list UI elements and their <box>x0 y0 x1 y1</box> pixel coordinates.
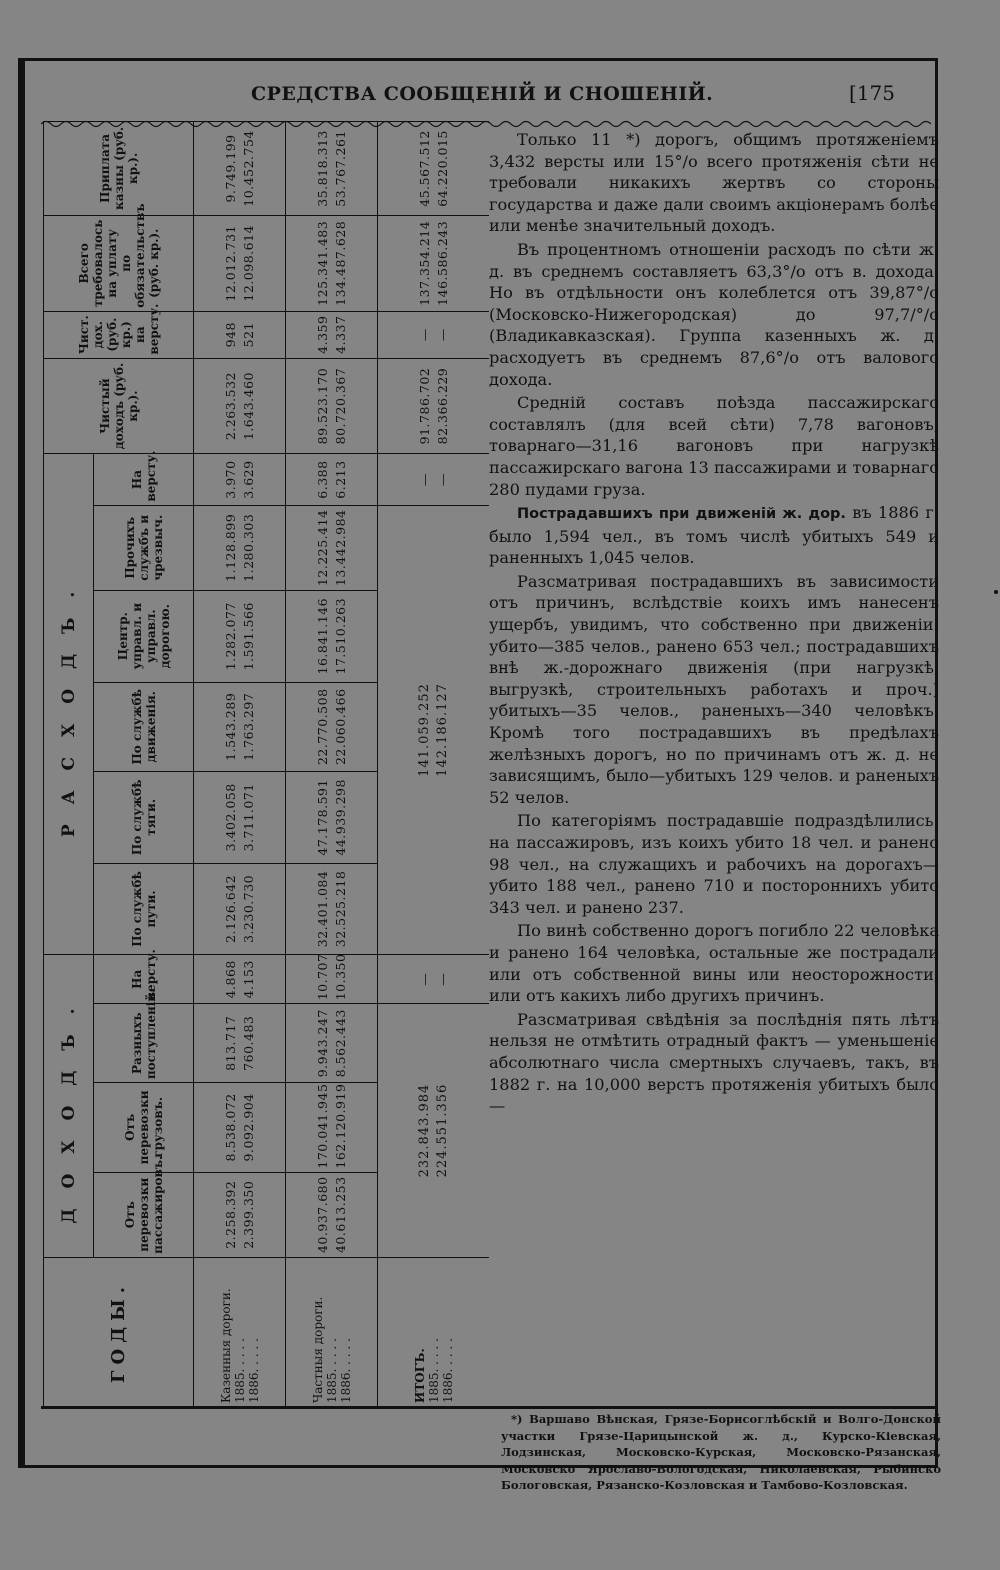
cell: 16.841.146 17.510.263 <box>286 590 378 682</box>
cell: 10.707 10.350 <box>286 955 378 1004</box>
statistics-table-region <box>43 121 489 1407</box>
page <box>18 58 941 1492</box>
left-border <box>21 61 25 1465</box>
paragraph: По винѣ собственно дорогъ погибло 22 человѣка и ранено 164 человѣка, остальные же пострадали или отъ собственной вины или неосторожности, или отъ какихъ либо другихъ причинъ. <box>489 921 939 1006</box>
cell: 47.178.591 44.939.298 <box>286 772 378 864</box>
owed-header: Всего требовалось на уплату по обязательствъ (руб. кр.). <box>44 215 194 311</box>
col-income-per-verst: На версту. <box>94 955 194 1004</box>
cell: 9.943.247 8.562.443 <box>286 1004 378 1083</box>
cell: 1.282.077 1.591.566 <box>194 590 286 682</box>
cell: 2.126.642 3.230.730 <box>194 863 286 955</box>
col-goods-income: Отъ перевозки грузовъ. <box>94 1083 194 1172</box>
paragraph: Пострадавшихъ при движеній ж. дор. въ 1886 г. было 1,594 чел., въ томъ числѣ убитыхъ 549 и раненныхъ 1,045 челов. <box>489 503 939 568</box>
paragraph: Только 11 *) дорогъ, общимъ протяженіемъ 3,432 версты или 15°/о всего протяженія сѣти не требовали никакихъ жертвъ со стороны государства и даже дали своимъ акціонерамъ болѣе или менѣе значительный доходъ. <box>489 130 939 236</box>
expense-header: РАСХОДЪ. <box>44 454 94 955</box>
col-other-services: Прочихъ службъ и чрезвыч. <box>94 505 194 590</box>
col-misc-income: Разныхъ поступленій. <box>94 1004 194 1083</box>
cell: 40.937.680 40.613.253 <box>286 1172 378 1257</box>
col-expense-per-verst: На версту. <box>94 454 194 505</box>
cell: 813.717 760.483 <box>194 1004 286 1083</box>
cell: 32.401.084 32.525.218 <box>286 863 378 955</box>
page-title: СРЕДСТВА СООБЩЕНІЙ И СНОШЕНІЙ. <box>251 83 714 105</box>
paragraph: По категоріямъ пострадавшіе подраздѣлились: на пассажировъ, изъ коихъ убито 18 чел. и ранено 98 чел., на служащихъ и рабочихъ на дорогахъ—убито 188 чел., ранено 710 и постороннихъ убито 343 чел. и ранено 237. <box>489 811 939 917</box>
table-row-private <box>286 122 378 1407</box>
cell: 45.567.512 64.220.015 <box>378 122 490 216</box>
cell: 89.523.170 80.720.367 <box>286 358 378 454</box>
cell: 22.770.508 22.060.466 <box>286 682 378 771</box>
col-traction-service: По службѣ тяги. <box>94 772 194 864</box>
paragraph: Средній составъ поѣзда пассажирскаго составлялъ (для всей сѣти) 7,78 вагоновъ, товарнаго—31,16 вагоновъ при нагрузкѣ пассажирскаго вагона 13 пассажирами и товарнаго 280 пудами груза. <box>489 393 939 499</box>
rotated-table <box>43 121 489 1407</box>
years-header: ГОДЫ. <box>44 1257 194 1406</box>
row-label: Частныя дороги. 1885. . . . . 1886. . . . . <box>286 1257 378 1406</box>
cell: — — <box>378 311 490 358</box>
cell: 8.538.072 9.092.904 <box>194 1083 286 1172</box>
cell: 137.354.214 146.586.243 <box>378 215 490 311</box>
cell: 12.225.414 13.442.984 <box>286 505 378 590</box>
cell: 6.388 6.213 <box>286 454 378 505</box>
bold-lead: Пострадавшихъ при движеній ж. дор. <box>517 506 846 523</box>
cell: 1.543.289 1.763.297 <box>194 682 286 771</box>
cell: 3.402.058 3.711.071 <box>194 772 286 864</box>
cell: 948 521 <box>194 311 286 358</box>
cell: 12.012.731 12.098.614 <box>194 215 286 311</box>
cell: — — <box>378 955 490 1004</box>
row-label: ИТОГЪ. 1885. . . . . 1886. . . . . <box>378 1257 490 1406</box>
footnote: *) Варшаво Вѣнская, Грязе-Борисоглѣбскій и Волго-Донской участки Грязе-Царицынской ж. д., Курско-Кіевская, Лодзинская, Московско-Курская, Московско-Рязанская, Московско Ярославо-Вологодская, Николаевская, Рыбинско Бологовская, Рязанско-Козловская и Тамбово-Козловская. <box>501 1412 941 1492</box>
row-label: Казенныя дороги. 1885. . . . . 1886. . . . . <box>194 1257 286 1406</box>
cell: 35.818.313 53.767.261 <box>286 122 378 216</box>
cell: 4.868 4.153 <box>194 955 286 1004</box>
paragraph: Разсматривая свѣдѣнія за послѣднія пять лѣтъ нельзя не отмѣтить отрадный фактъ — уменьшеніе абсолютнаго числа смертныхъ случаевъ, такъ, въ 1882 г. на 10,000 верстъ протяженія убитыхъ было— <box>489 1009 939 1116</box>
net-income-header: Чистый доходъ (руб. кр.). <box>44 358 194 454</box>
railway-finance-table <box>43 121 489 1407</box>
paragraph: Въ процентномъ отношеніи расходъ по сѣти ж. д. въ среднемъ составляетъ 63,3°/о отъ в. дохода. Но въ отдѣльности онъ колеблется отъ 39,87°/о (Московско-Нижегородская) до 97,7/°/о (Владикавказская). Группа казенныхъ ж. д. расходуетъ въ среднемъ 87,6°/о отъ валового дохода. <box>489 239 939 389</box>
page-header <box>21 79 935 119</box>
cell: 2.258.392 2.399.350 <box>194 1172 286 1257</box>
net-per-verst-header: Чист. дох. (руб. кр.) на версту. <box>44 311 194 358</box>
cell: — — <box>378 454 490 505</box>
cell: 9.749.199 10.452.754 <box>194 122 286 216</box>
cell: 1.128.899 1.280.303 <box>194 505 286 590</box>
treasury-paid-header: Приплата казны (руб. кр.). <box>44 122 194 216</box>
edge-mark <box>994 590 998 594</box>
col-path-service: По службѣ пути. <box>94 863 194 955</box>
cell: 2.263.532 1.643.460 <box>194 358 286 454</box>
body-text <box>489 129 939 1399</box>
col-admin: Центр. управл. и управл. дорогою. <box>94 590 194 682</box>
cell: 3.970 3.629 <box>194 454 286 505</box>
income-total-cell: 232.843.984 224.551.356 <box>378 1004 490 1258</box>
table-row-total <box>378 122 490 1407</box>
col-movement-service: По службѣ движенія. <box>94 682 194 771</box>
cell: 170.041.945 162.120.919 <box>286 1083 378 1172</box>
footnote-rule <box>41 1406 935 1409</box>
col-passenger-income: Отъ перевозки пассажировъ. <box>94 1172 194 1257</box>
expense-total-cell: 141.059.252 142.186.127 <box>378 505 490 955</box>
cell: 125.341.483 134.487.628 <box>286 215 378 311</box>
paragraph: Разсматривая пострадавшихъ въ зависимости отъ причинъ, вслѣдствіе коихъ имъ нанесенъ ущербъ, увидимъ, что собственно при движеніи: убито—385 челов., ранено 653 чел.; пострадавшихъ внѣ ж.-дорожнаго движенія (при нагрузкѣ, выгрузкѣ, строительныхъ работахъ и проч.) убитыхъ—35 челов., раненыхъ—340 человѣкъ. Кромѣ того пострадавшихъ въ предѣлахъ желѣзныхъ дорогъ, но по причинамъ отъ ж. д. не зависящимъ, было—убитыхъ 129 челов. и раненыхъ 52 челов. <box>489 571 939 807</box>
table-row-state <box>194 122 286 1407</box>
page-number: [175 <box>849 81 895 105</box>
income-header: ДОХОДЪ. <box>44 955 94 1258</box>
cell: 4.359 4.337 <box>286 311 378 358</box>
cell: 91.786.702 82.366.229 <box>378 358 490 454</box>
